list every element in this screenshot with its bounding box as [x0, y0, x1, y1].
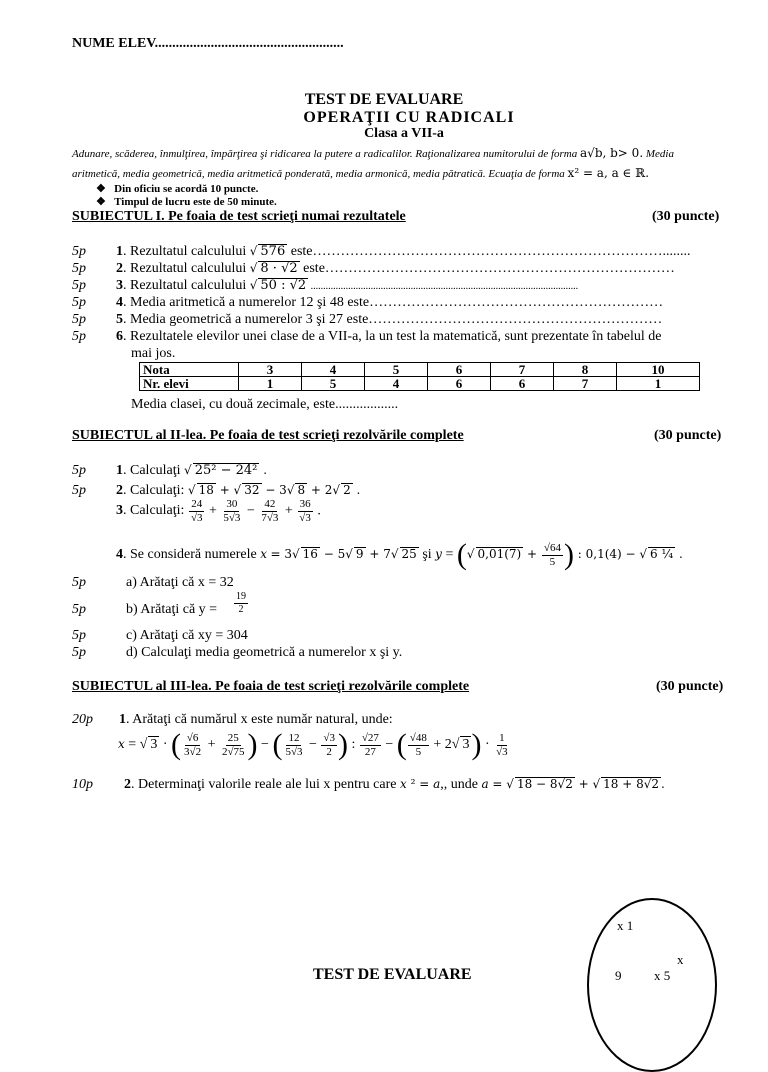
section-3-title: SUBIECTUL al III-lea. Pe foaia de test scrieţi rezolvările complete [72, 679, 470, 694]
bullet-item: ❖ Din oficiu se acordă 10 puncte. [96, 183, 259, 195]
s2-sub-c: c) Arătaţi că xy = 304 [126, 628, 248, 643]
footer-title: TEST DE EVALUARE [313, 966, 472, 983]
item-points: 5p [72, 645, 86, 660]
s2-item-1: 1. Calculaţi √ 25² − 24² . [116, 463, 268, 478]
s1-item-6-cont: mai jos. [131, 346, 176, 361]
item-points: 5p [72, 463, 86, 478]
item-points: 5p [72, 244, 86, 259]
item-points: 5p [72, 261, 86, 276]
s2-sub-a: a) Arătaţi că x = 32 [126, 575, 234, 590]
s2-item-2: 2. Calculaţi: √ 18 + √ 32 − 3√ 8 + 2√ 2 . [116, 483, 361, 498]
s2-sub-b: b) Arătaţi că y = [126, 602, 218, 617]
page-title: TEST DE EVALUARE [304, 91, 464, 108]
circle-diagram [587, 898, 717, 1072]
item-points: 5p [72, 295, 86, 310]
item-points: 5p [72, 278, 86, 293]
section-1-points: (30 puncte) [652, 209, 720, 224]
page-subtitle: OPERAŢII CU RADICALI [303, 109, 515, 126]
item-points: 5p [72, 628, 86, 643]
circle-label: 9 [615, 968, 622, 983]
item-points: 5p [72, 602, 86, 617]
s3-item-1-formula: x = √ 3 · ( $\frac{√6}{3√2}$ + $\frac{25}{2√75}$ ) − ( $\frac{12}{5√3}$ − $\frac{√3}{2}$ ) : $\frac{√27}{27}$ − ( $\frac{√48}{5}$ + 2√ 3) · $\frac{1}{√3}$ [118, 728, 508, 761]
item-points: 5p [72, 575, 86, 590]
s3-item-2: 2. Determinaţi valorile reale ale lui x pentru care x ² = a,, unde a = √ 18 − 8√2 + √ 18 + 8√2 . [124, 777, 665, 792]
s2-sub-d: d) Calculaţi media geometrică a numerelor x şi y. [126, 645, 403, 660]
intro-line-1: Adunare, scăderea, înmulţirea, împărţirea şi ridicarea la putere a radicalilor. Raţionalizarea numitorului de forma a√b, b> 0. Media [72, 146, 674, 160]
s2-sub-b-fraction: $\frac{19}{2}$ [236, 591, 246, 615]
grades-table [139, 362, 700, 391]
item-points: 5p [72, 483, 86, 498]
item-points: 5p [72, 312, 86, 327]
section-2-points: (30 puncte) [654, 428, 722, 443]
circle-label: x 1 [617, 918, 634, 933]
table-row: Nr. elevi 1 5 4 6 6 7 1 [140, 377, 700, 391]
circle-label: x 5 [654, 968, 671, 983]
item-points: 5p [72, 329, 86, 344]
section-1-title: SUBIECTUL I. Pe foaia de test scrieţi numai rezultatele [72, 209, 406, 224]
item-points: 10p [72, 777, 93, 792]
s1-item-1: 1. Rezultatul calculului √ 576 este…………………………………………………………………........ [116, 244, 691, 259]
s1-item-3: 3. Rezultatul calculului √ 50 : √2 ........................................................................................................... [116, 278, 579, 293]
intro-line-2: aritmetică, media geometrică, media aritmetică ponderată, media armonică, media pătratică. Ecuaţia de forma x² = a, a ∈ ℝ. [72, 166, 650, 180]
class-label: Clasa a VII-a [364, 126, 444, 141]
item-points: 20p [72, 712, 93, 727]
section-3-points: (30 puncte) [656, 679, 724, 694]
class-average-prompt: Media clasei, cu două zecimale, este.................. [131, 397, 399, 412]
s2-item-4: 4. Se consideră numerele x = 3√ 16 − 5√ 9 + 7√ 25 şi y = (√ 0,01(7) + $\frac{√64}{5}$ ) : 0,1(4) − √ 6 ¼ . [116, 538, 683, 571]
s1-item-5: 5. Media geometrică a numerelor 3 şi 27 este……………………………………………………… [116, 312, 663, 327]
bullet-item: ❖ Timpul de lucru este de 50 minute. [96, 196, 277, 208]
student-name-field: NUME ELEV...................................................... [72, 36, 344, 51]
section-2-title: SUBIECTUL al II-lea. Pe foaia de test scrieţi rezolvările complete [72, 428, 464, 443]
diamond-bullet-icon: ❖ [96, 196, 106, 208]
table-row: Nota 3 4 5 6 7 8 10 [140, 363, 700, 377]
diamond-bullet-icon: ❖ [96, 183, 106, 195]
s2-item-3: 3. Calculaţi: $\frac{24}{√3}$ + $\frac{30}{5√3}$ − $\frac{42}{7√3}$ + $\frac{36}{√3}$ . [116, 498, 321, 524]
s1-item-4: 4. Media aritmetică a numerelor 12 şi 48 este……………………………………………………… [116, 295, 664, 310]
s1-item-6: 6. Rezultatele elevilor unei clase de a VII-a, la un test la matematică, sunt prezentate în tabelul de [116, 329, 662, 344]
circle-label: x [677, 952, 684, 967]
s1-item-2: 2. Rezultatul calculului √ 8 · √2 este………………………………………………………………… [116, 261, 675, 276]
s3-item-1: 1. Arătaţi că numărul x este număr natural, unde: [119, 712, 393, 727]
